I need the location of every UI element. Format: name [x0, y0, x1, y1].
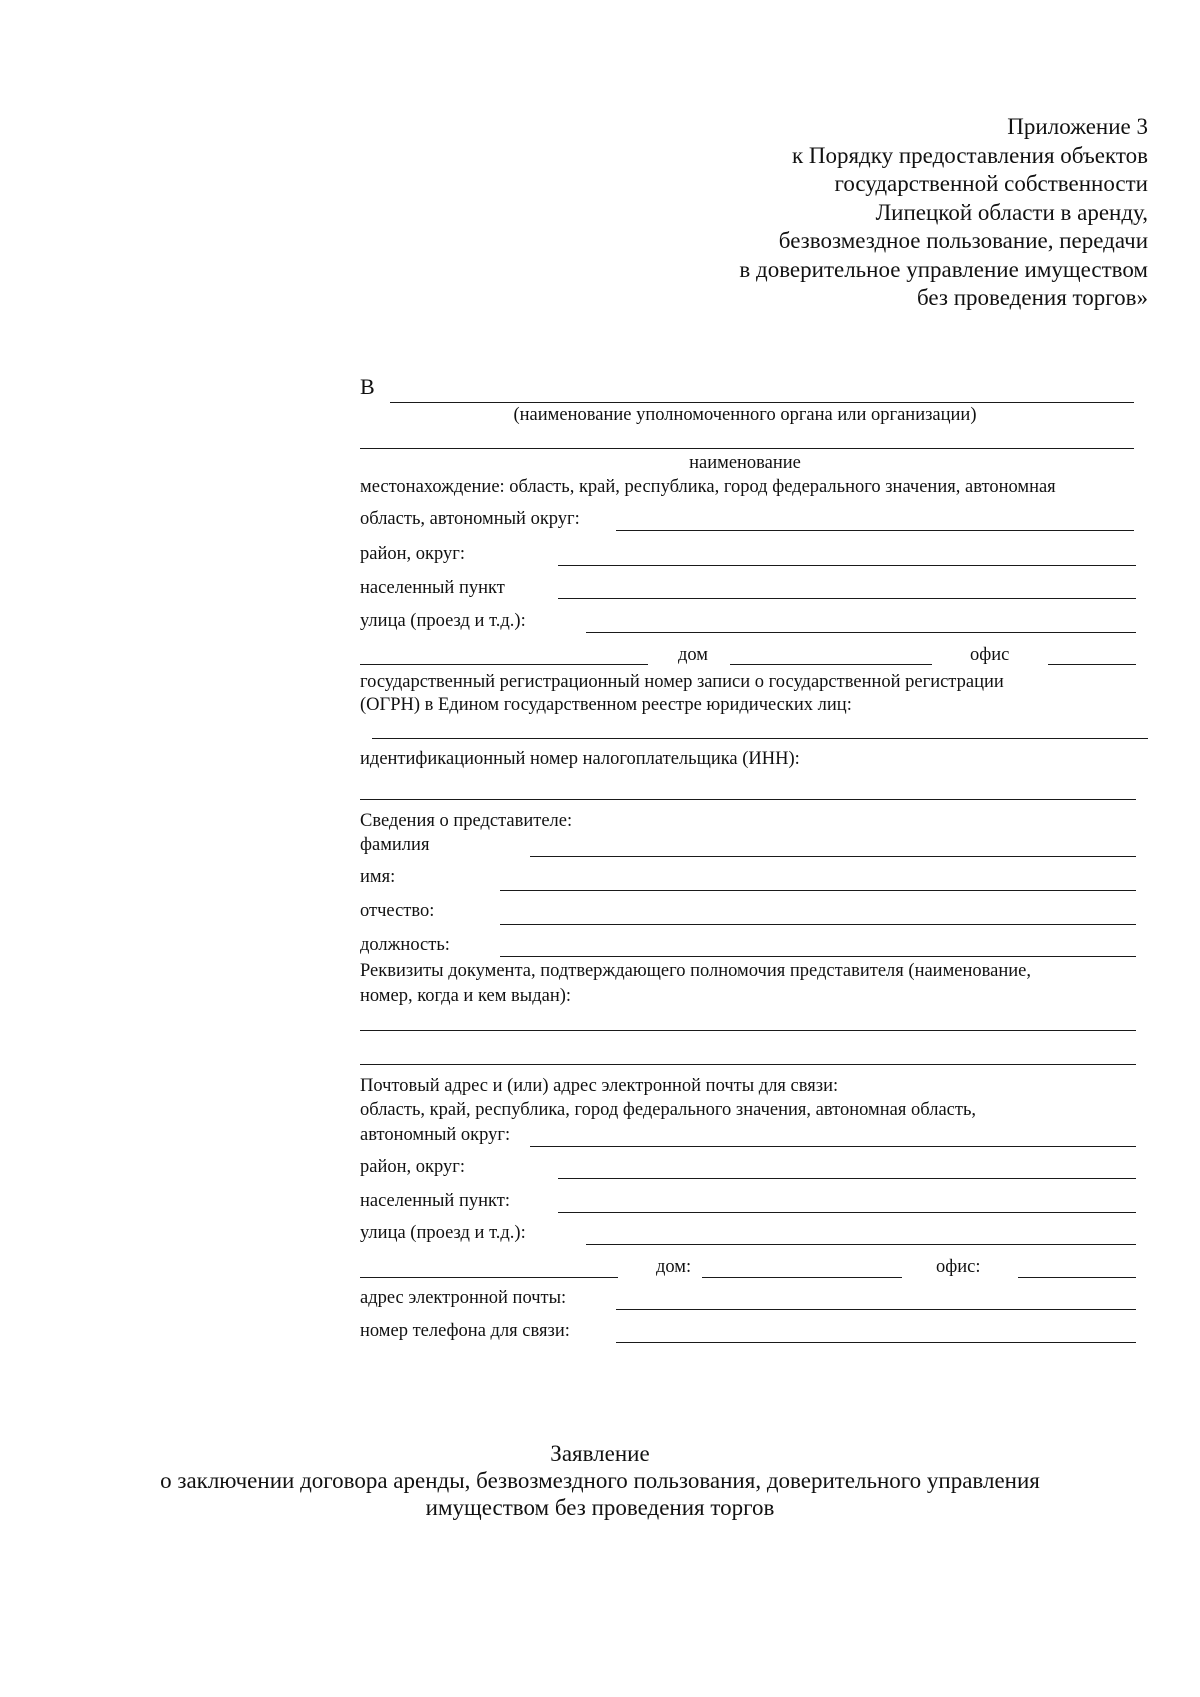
location-label-line2: область, автономный округ: [360, 509, 580, 529]
settlement-label: населенный пункт [360, 578, 505, 598]
email-label: адрес электронной почты: [360, 1288, 567, 1308]
postal-office-label: офис: [936, 1257, 981, 1277]
patronymic-field[interactable] [500, 924, 1136, 925]
surname-field[interactable] [530, 856, 1136, 857]
street-field[interactable] [586, 632, 1136, 633]
authority-doc-field-2[interactable] [360, 1064, 1136, 1065]
title-line: Заявление [550, 1441, 650, 1466]
postal-district-label: район, округ: [360, 1157, 465, 1177]
district-label: район, округ: [360, 544, 465, 564]
street-label: улица (проезд и т.д.): [360, 611, 526, 631]
email-field[interactable] [616, 1309, 1136, 1310]
district-field[interactable] [558, 565, 1136, 566]
postal-house-label: дом: [656, 1257, 692, 1277]
house-label: дом [678, 645, 709, 665]
postal-house-field[interactable] [702, 1277, 902, 1278]
settlement-field[interactable] [558, 598, 1136, 599]
postal-label-line1: область, край, республика, город федерального значения, автономная область, [360, 1100, 977, 1120]
inn-field[interactable] [360, 799, 1136, 800]
postal-office-field[interactable] [1018, 1277, 1136, 1278]
office-field[interactable] [1048, 664, 1136, 665]
postal-header: Почтовый адрес и (или) адрес электронной почты для связи: [360, 1076, 839, 1096]
postal-settlement-label: населенный пункт: [360, 1191, 510, 1211]
postal-label-line2: автономный округ: [360, 1125, 511, 1145]
representative-header: Сведения о представителе: [360, 811, 573, 831]
postal-street-field[interactable] [586, 1244, 1136, 1245]
phone-label: номер телефона для связи: [360, 1321, 570, 1341]
postal-street-continuation-field[interactable] [360, 1277, 618, 1278]
appendix-line: безвозмездное пользование, передачи [778, 228, 1148, 253]
document-title [0, 1440, 1200, 1521]
position-field[interactable] [500, 956, 1136, 957]
first-name-label: имя: [360, 867, 396, 887]
appendix-header [739, 113, 1148, 313]
authority-doc-label-line1: Реквизиты документа, подтверждающего полномочия представителя (наименование, [360, 961, 1031, 981]
to-prefix: В [360, 374, 375, 399]
appendix-line: государственной собственности [834, 171, 1148, 196]
appendix-line: в доверительное управление имуществом [739, 256, 1148, 282]
street-continuation-field[interactable] [360, 664, 648, 665]
authority-field[interactable] [390, 402, 1134, 403]
region-field[interactable] [616, 530, 1134, 531]
appendix-line: Приложение 3 [1007, 114, 1148, 139]
authority-doc-label-line2: номер, когда и кем выдан): [360, 986, 572, 1006]
authority-caption: (наименование уполномоченного органа или организации) [513, 405, 977, 425]
organization-name-field[interactable] [360, 448, 1134, 449]
postal-street-label: улица (проезд и т.д.): [360, 1223, 526, 1243]
title-line: о заключении договора аренды, безвозмездного пользования, доверительного управления [160, 1468, 1040, 1493]
surname-label: фамилия [360, 835, 430, 855]
office-label: офис [970, 645, 1010, 665]
house-field[interactable] [730, 664, 932, 665]
name-caption: наименование [689, 453, 801, 473]
location-label-line1: местонахождение: область, край, республика, город федерального значения, автономная [360, 477, 1056, 497]
authority-doc-field-1[interactable] [360, 1030, 1136, 1031]
first-name-field[interactable] [500, 890, 1136, 891]
ogrn-label-line1: государственный регистрационный номер записи о государственной регистрации [360, 672, 1004, 692]
appendix-line: без проведения торгов» [917, 285, 1148, 310]
postal-settlement-field[interactable] [558, 1212, 1136, 1213]
patronymic-label: отчество: [360, 901, 435, 921]
inn-label: идентификационный номер налогоплательщика (ИНН): [360, 749, 800, 769]
appendix-line: к Порядку предоставления объектов [791, 142, 1148, 168]
position-label: должность: [360, 935, 450, 955]
phone-field[interactable] [616, 1342, 1136, 1343]
ogrn-field[interactable] [372, 738, 1148, 739]
postal-region-field[interactable] [530, 1146, 1136, 1147]
postal-district-field[interactable] [558, 1178, 1136, 1179]
ogrn-label-line2: (ОГРН) в Едином государственном реестре юридических лиц: [360, 695, 852, 715]
title-line: имуществом без проведения торгов [425, 1495, 775, 1520]
appendix-line: Липецкой области в аренду, [875, 199, 1148, 225]
